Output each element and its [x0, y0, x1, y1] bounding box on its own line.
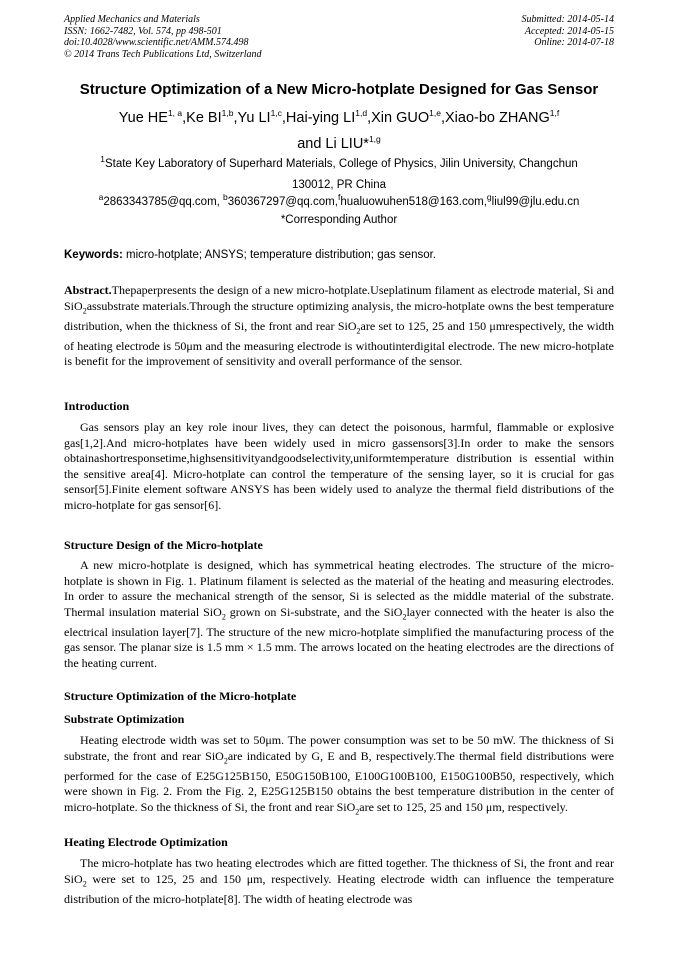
- author-line-1: Yue HE$^{1, a}$,Ke BI$^{1,b}$,Yu LI$^{1,c}$,Hai-ying LI$^{1,d}$,Xin GUO$^{1,e}$,Xiao-bo ZHANG$^{1,f}$: [118, 108, 560, 126]
- subsection-heading-substrate: Substrate Optimization: [64, 712, 185, 726]
- abstract: Abstract.Thepaperpresents the design of a new micro-hotplate.Useplatinum filament as electrode material, Si and SiO$_2$assubstrate materials.Through the structure optimizing analysis, the micro-hotplate owns the best temperature distribution, when the thickness of Si, the front and rear SiO$_2$are set to 125, 25 and 150 μmrespectively, the width of heating electrode is 50μm and the measuring electrode is withoutinterdigital electrode. The new micro-hotplate is benefit for the improvement of sensitivity and overall performance of the sensor.: [64, 283, 614, 369]
- subsection-heading-heating-electrode: Heating Electrode Optimization: [64, 835, 228, 849]
- author-line-2: and Li LIU*$^{1,g}$: [297, 133, 381, 152]
- journal-name: Applied Mechanics and Materials: [64, 14, 200, 25]
- online-date: Online: 2014-07-18: [534, 37, 614, 48]
- structure-design-paragraph: A new micro-hotplate is designed, which has symmetrical heating electrodes. The structure of the micro-hotplate is shown in Fig. 1. Platinum filament is selected as the material of the heating and measuring electrodes. In order to assure the mechanical strength of the sensor, Si is selected as the middle material of the substrate. Thermal insulation material SiO$_2$ grown on Si-substrate, and the SiO$_2$layer connected with the heater is also the electrical insulation layer[7]. The structure of the new micro-hotplate simplified the manufacturing process of the gas sensor. The planar size is 1.5 mm × 1.5 mm. The arrows located on the heating electrodes are the directions of the heating current.: [64, 558, 615, 670]
- keywords-label: Keywords:: [64, 249, 123, 261]
- email-list: $^a$2863343785@qq.com, $^b$360367297@qq.com,$^f$hualuowuhen518@163.com,$^g$liul99@jlu.edu.cn: [98, 192, 580, 208]
- section-heading-structure-design: Structure Design of the Micro-hotplate: [64, 538, 263, 552]
- author-name: ,Ke BI: [182, 109, 222, 126]
- substrate-paragraph: Heating electrode width was set to 50μm. The power consumption was set to be 50 mW. The thickness of Si substrate, the front and rear SiO$_2$are indicated by G, E and B, respectively.The thermal field distributions were performed for the case of E25G125B150, E50G150B100, E100G100B100, E150G100B50, respectively, which were shown in Fig. 2. From the Fig. 2, E25G125B150 obtains the best temperature distribution in the center of micro-hotplate. So the thickness of Si, the front and rear SiO$_2$are set to 125, 25 and 150 μm, respectively.: [64, 733, 615, 817]
- accepted-date: Accepted: 2014-05-15: [524, 25, 614, 37]
- author-list: [40, 103, 638, 155]
- issn: ISSN: 1662-7482, Vol. 574, pp 498-501: [64, 25, 222, 37]
- author-name: Yue HE: [118, 109, 168, 126]
- author-name: ,Xin GUO: [367, 109, 430, 126]
- author-name: and Li LIU*: [297, 135, 369, 152]
- email: hualuowuhen518@163.com,: [340, 195, 487, 208]
- affiliation: $^1$State Key Laboratory of Superhard Materials, College of Physics, Jilin University, Changchun 130012, PR China: [100, 154, 578, 191]
- paper-title: Structure Optimization of a New Micro-hotplate Designed for Gas Sensor: [79, 81, 599, 98]
- doi: doi:10.4028/www.scientific.net/AMM.574.498: [64, 37, 249, 48]
- author-name: ,Hai-ying LI: [281, 109, 356, 126]
- introduction-paragraph: Gas sensors play an key role inour lives, they can detect the poisonous, harmful, flammable or explosive gas[1,2].And micro-hotplates have been widely used in micro gassensors[3].In order to make the sensors obtainashortresponsetime,highsensitivityandgoodselectivity,uniformtemperature distribution is essential within the sensitive area[4]. Micro-hotplate can control the temperature of the sensing layer, so it is crucial for gas sensor[5].Finite element software ANSYS has been widely used to analyze the thermal field distributions of the micro-hotplate for gas sensor[6].: [64, 420, 614, 512]
- keywords-text: micro-hotplate; ANSYS; temperature distribution; gas sensor.: [122, 249, 437, 261]
- keywords: [64, 249, 614, 261]
- header-left: [64, 14, 262, 60]
- abstract-label: Abstract.: [64, 283, 112, 297]
- copyright: © 2014 Trans Tech Publications Ltd, Switzerland: [64, 48, 262, 60]
- email: 360367297@qq.com,: [227, 195, 338, 208]
- author-name: ,Xiao-bo ZHANG: [440, 109, 550, 126]
- submitted-date: Submitted: 2014-05-14: [521, 14, 614, 25]
- author-name: ,Yu LI: [233, 109, 271, 126]
- section-heading-structure-optimization: Structure Optimization of the Micro-hotplate: [64, 689, 297, 703]
- header-right: [522, 14, 615, 49]
- email: liul99@jlu.edu.cn: [491, 195, 580, 208]
- corresponding-author: *Corresponding Author: [280, 214, 398, 226]
- section-heading-introduction: Introduction: [64, 399, 130, 413]
- email: 2863343785@qq.com,: [103, 195, 224, 208]
- heating-electrode-paragraph: The micro-hotplate has two heating electrodes which are fitted together. The thickness of Si, the front and rear SiO$_2$ were set to 125, 25 and 150 μm, respectively. Heating electrode width can influence the temperature distribution of the micro-hotplate[8]. The width of heating electrode was: [64, 856, 614, 906]
